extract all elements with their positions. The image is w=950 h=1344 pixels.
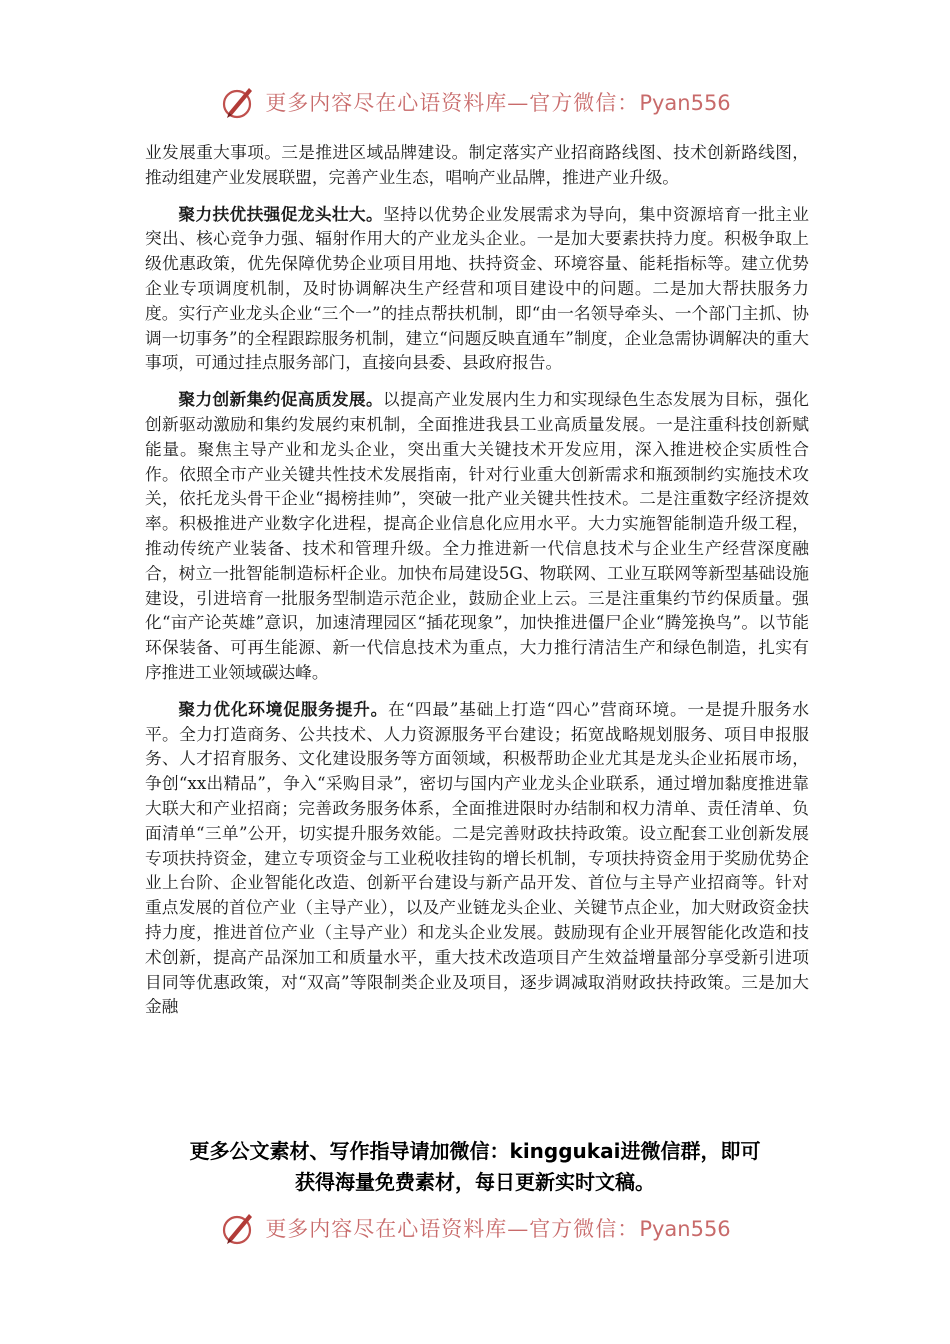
paragraph: 聚力创新集约促高质发展。以提高产业发展内生力和实现绿色生态发展为目标，强化创新驱动激励和集约发展约束机制，全面推进我县工业高质量发展。一是注重科技创新赋能量。聚焦主导产业和龙头企业，突出重大关键技术开发应用，深入推进校企实质性合作。依照全市产业关键共性技术发展指南，针对行业重大创新需求和瓶颈制约实施技术攻关，依托龙头骨干企业“揭榜挂帅”，突破一批产业关键共性技术。二是注重数字经济提效率。积极推进产业数字化进程，提高企业信息化应用水平。大力实施智能制造升级工程，推动传统产业装备、技术和管理升级。全力推进新一代信息技术与企业生产经营深度融合，树立一批智能制造标杆企业。加快布局建设5G、物联网、工业互联网等新型基础设施建设，引进培育一批服务型制造示范企业，鼓励企业上云。三是注重集约节约保质量。强化“亩产论英雄”意识，加速清理园区“插花现象”，加快推进僵尸企业“腾笼换鸟”。以节能环保装备、可再生能源、新一代信息技术为重点，大力推行清洁生产和绿色制造，扎实有序推进工业领域碳达峰。 <box>145 389 809 682</box>
watermark-text: 更多内容尽在心语资料库—官方微信：Pyan556 <box>265 91 731 115</box>
wechat-id: Pyan556 <box>639 91 731 115</box>
document-body <box>145 140 809 1031</box>
footer-watermark-banner <box>0 1206 950 1250</box>
wechat-id: Pyan556 <box>639 1217 731 1241</box>
paragraph-heading: 聚力扶优扶强促龙头壮大。 <box>178 203 384 224</box>
watermark-text: 更多内容尽在心语资料库—官方微信：Pyan556 <box>265 1217 731 1241</box>
paragraph: 聚力扶优扶强促龙头壮大。坚持以优势企业发展需求为导向，集中资源培育一批主业突出、核心竞争力强、辐射作用大的产业龙头企业。一是加大要素扶持力度。积极争取上级优惠政策，优先保障优势企业项目用地、扶持资金、环境容量、能耗指标等。建立优势企业专项调度机制，及时协调解决生产经营和项目建设中的问题。二是加大帮扶服务力度。实行产业龙头企业“三个一”的挂点帮扶机制，即“由一名领导牵头、一个部门主抓、协调一切事务”的全程跟踪服务机制，建立“问题反映直通车”制度，企业急需协调解决的重大事项，可通过挂点服务部门，直接向县委、县政府报告。 <box>145 203 809 373</box>
paragraph: 业发展重大事项。三是推进区域品牌建设。制定落实产业招商路线图、技术创新路线图，推动组建产业发展联盟，完善产业生态，唱响产业品牌，推进产业升级。 <box>145 142 809 187</box>
pen-logo-icon <box>219 1208 259 1248</box>
promo-line: 获得海量免费素材，每日更新实时文稿。 <box>295 1170 655 1194</box>
header-watermark-banner <box>0 80 950 124</box>
promo-notice <box>130 1136 820 1198</box>
promo-line: 更多公文素材、写作指导请加微信：kinggukai进微信群，即可 <box>189 1139 761 1163</box>
paragraph: 聚力优化环境促服务提升。在“四最”基础上打造“四心”营商环境。一是提升服务水平。全力打造商务、公共技术、人力资源服务平台建设；拓宽战略规划服务、项目申报服务、人才招育服务、文化建设服务等方面领域，积极帮助企业尤其是龙头企业拓展市场，争创“xx出精品”，争入“采购目录”，密切与国内产业龙头企业联系，通过增加黏度推进靠大联大和产业招商；完善政务服务体系，全面推进限时办结制和权力清单、责任清单、负面清单“三单”公开，切实提升服务效能。二是完善财政扶持政策。设立配套工业创新发展专项扶持资金，建立专项资金与工业税收挂钩的增长机制，专项扶持资金用于奖励优势企业上台阶、企业智能化改造、创新平台建设与新产品开发、首位与主导产业招商等。针对重点发展的首位产业（主导产业），以及产业链龙头企业、关键节点企业，加大财政资金扶持力度，推进首位产业（主导产业）和龙头企业发展。鼓励现有企业开展智能化改造和技术创新，提高产品深加工和质量水平，重大技术改造项目产生效益增量部分享受新引进项目同等优惠政策，对“双高”等限制类企业及项目，逐步调减取消财政扶持政策。三是加大金融 <box>145 698 810 1017</box>
paragraph-heading: 聚力优化环境促服务提升。 <box>178 698 389 719</box>
pen-logo-icon <box>219 82 259 122</box>
paragraph-heading: 聚力创新集约促高质发展。 <box>178 389 384 410</box>
